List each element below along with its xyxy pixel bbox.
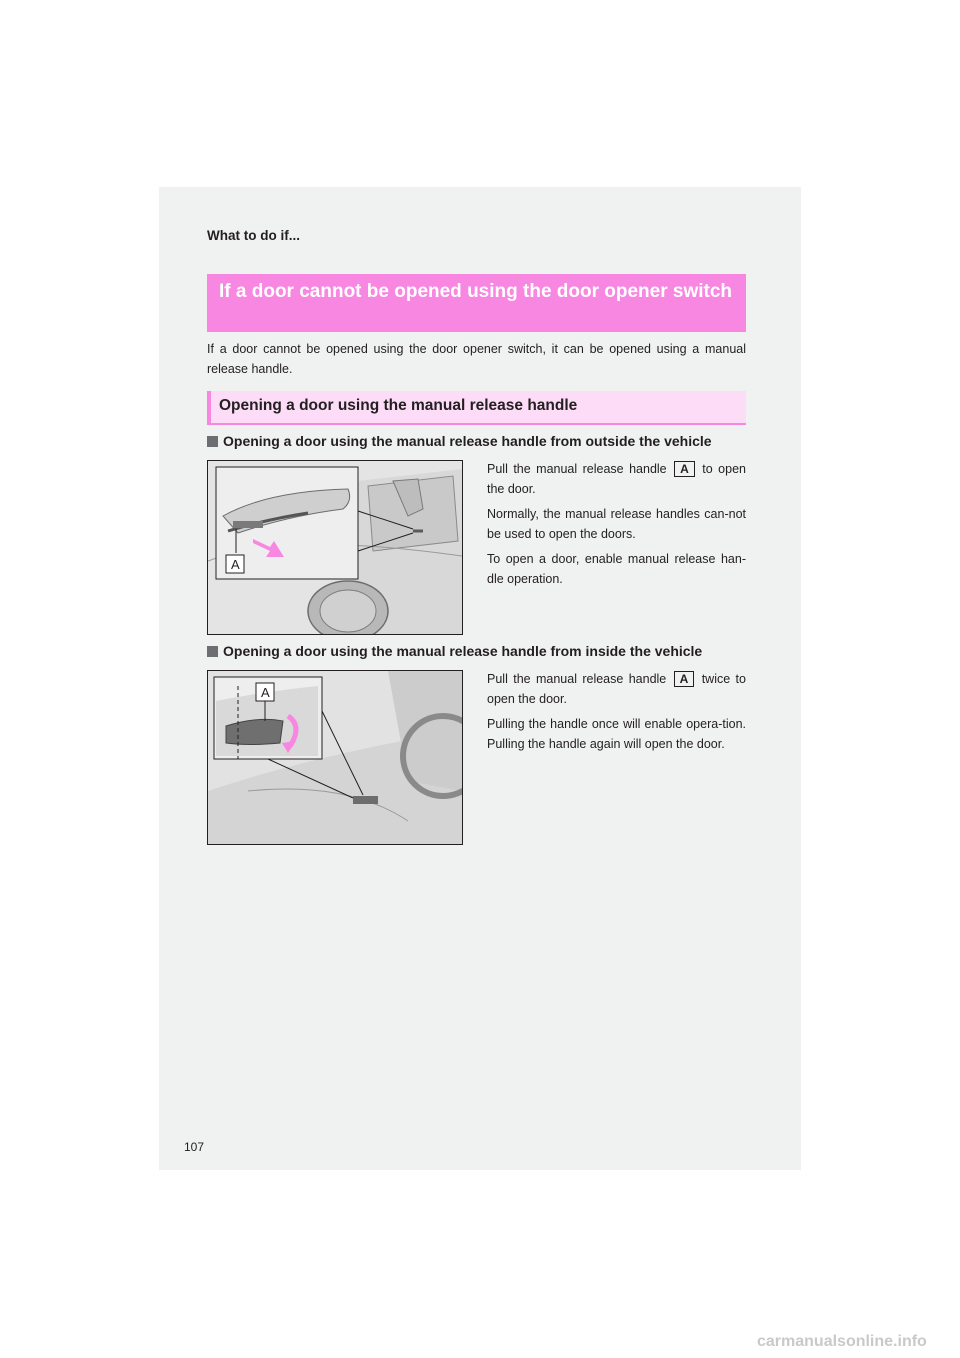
inside-step-1 xyxy=(487,670,746,709)
outside-heading-text: Opening a door using the manual release handle from outside the vehicle xyxy=(223,433,712,449)
outside-note-1: Normally, the manual release handles can-not be used to open the doors. xyxy=(487,507,746,541)
outside-figure xyxy=(207,460,463,635)
inside-step-1-after: twice to open the door. xyxy=(487,672,746,706)
inside-car-illustration xyxy=(208,671,462,844)
header-label: What to do if... xyxy=(207,228,300,243)
outside-step-1-before: Pull the manual release handle xyxy=(487,462,667,476)
label-a-box: A xyxy=(674,461,695,477)
outside-note-2: To open a door, enable manual release han-dle operation. xyxy=(487,552,746,586)
bullet-square-icon xyxy=(207,436,218,447)
page-number: 107 xyxy=(184,1140,205,1154)
outside-car-illustration xyxy=(208,461,462,634)
outside-text xyxy=(487,460,746,595)
footer-watermark: carmanualsonline.info xyxy=(757,1333,927,1350)
outside-figure-label: A xyxy=(231,557,240,572)
outside-heading xyxy=(207,433,746,449)
inside-figure xyxy=(207,670,463,845)
outside-step-1 xyxy=(487,460,746,499)
inside-heading-text: Opening a door using the manual release handle from inside the vehicle xyxy=(223,643,703,659)
inside-figure-label: A xyxy=(261,685,270,700)
inside-note-1: Pulling the handle once will enable opera-tion. Pulling the handle again will open the door. xyxy=(487,717,746,751)
inside-heading xyxy=(207,643,746,659)
label-a-box: A xyxy=(674,671,695,687)
section-title: If a door cannot be opened using the door opener switch xyxy=(207,274,746,332)
bullet-square-icon xyxy=(207,646,218,657)
intro-text: If a door cannot be opened using the door opener switch, it can be opened using a manual release handle. xyxy=(207,342,746,376)
outside-step-1-after: to open the door. xyxy=(487,462,746,496)
inside-text xyxy=(487,670,746,760)
subsection-title: Opening a door using the manual release handle xyxy=(207,391,746,425)
inside-step-1-before: Pull the manual release handle xyxy=(487,672,667,686)
